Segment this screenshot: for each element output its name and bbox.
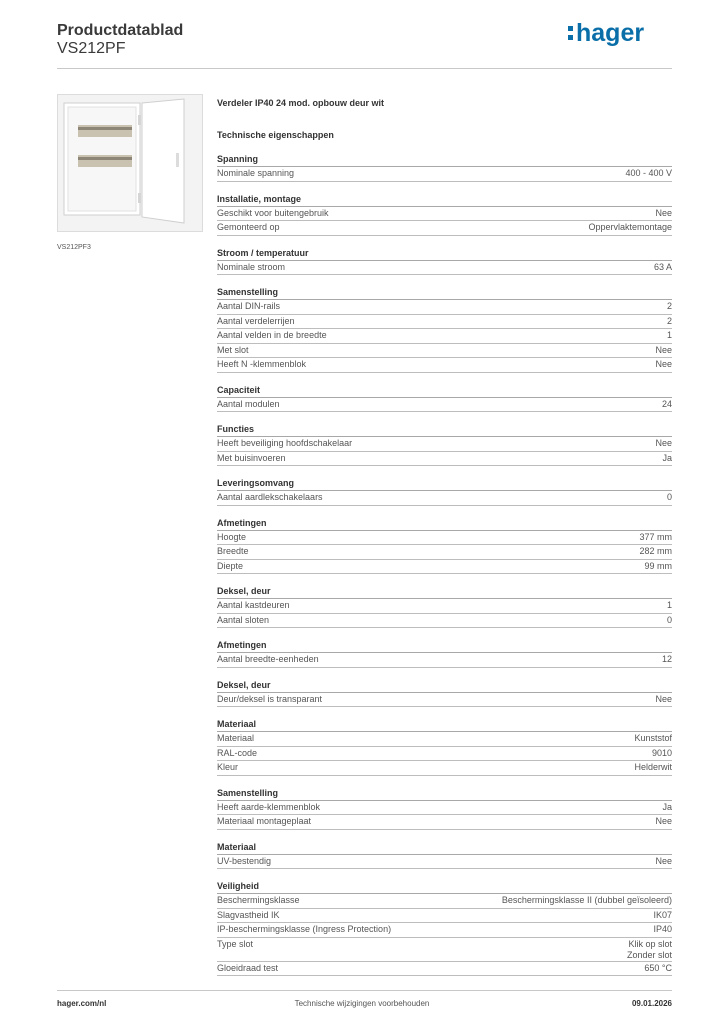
spec-value: Klik op slot Zonder slot	[626, 938, 672, 960]
spec-label: Geschikt voor buitengebruik	[217, 207, 329, 218]
spec-label: Materiaal	[217, 733, 255, 743]
spec-label: Hoogte	[217, 531, 247, 542]
spec-row	[217, 560, 672, 575]
spec-row	[217, 545, 672, 560]
spec-value: 650 °C	[644, 962, 672, 973]
section-title: Materiaal	[217, 718, 672, 732]
spec-section	[217, 286, 672, 373]
spec-section	[217, 841, 672, 870]
footer-website: hager.com/nl	[57, 999, 107, 1008]
spec-row	[217, 962, 672, 977]
spec-sections	[217, 153, 672, 976]
spec-value: Ja	[662, 452, 672, 463]
spec-row	[217, 221, 672, 236]
footer-note: Technische wijzigingen voorbehouden	[294, 999, 430, 1008]
spec-row	[217, 531, 672, 546]
spec-section	[217, 384, 672, 413]
spec-label: IP-beschermingsklasse (Ingress Protection)	[217, 924, 392, 934]
footer-divider	[57, 990, 672, 991]
spec-row	[217, 167, 672, 182]
section-title: Materiaal	[217, 841, 672, 855]
spec-row	[217, 909, 672, 924]
spec-row	[217, 207, 672, 222]
spec-label: Materiaal montageplaat	[217, 816, 312, 826]
section-title: Capaciteit	[217, 384, 672, 398]
spec-row	[217, 452, 672, 467]
spec-section	[217, 517, 672, 575]
spec-label: Aantal velden in de breedte	[217, 330, 327, 340]
spec-value: Nee	[655, 816, 672, 826]
spec-value: 282 mm	[639, 546, 672, 556]
spec-label: Met slot	[217, 344, 249, 355]
spec-label: Heeft aarde-klemmenblok	[217, 801, 321, 812]
spec-section	[217, 639, 672, 668]
spec-value: Nee	[655, 855, 672, 866]
spec-label: Nominale spanning	[217, 168, 295, 178]
header-divider	[57, 68, 672, 69]
spec-row	[217, 315, 672, 330]
product-code: VS212PF	[57, 40, 126, 57]
spec-label: Heeft beveiliging hoofdschakelaar	[217, 438, 353, 448]
spec-value: 377 mm	[639, 531, 672, 542]
section-title: Deksel, deur	[217, 585, 672, 599]
distribution-box-image	[57, 94, 203, 232]
spec-row	[217, 300, 672, 315]
spec-label: Beschermingsklasse	[217, 895, 300, 905]
spec-label: Type slot	[217, 938, 254, 949]
section-title: Afmetingen	[217, 639, 672, 653]
spec-label: Diepte	[217, 560, 244, 571]
spec-label: Gloeidraad test	[217, 962, 279, 973]
spec-row	[217, 344, 672, 359]
section-title: Samenstelling	[217, 286, 672, 300]
section-title: Stroom / temperatuur	[217, 247, 672, 261]
spec-section	[217, 787, 672, 830]
spec-row	[217, 815, 672, 830]
spec-section	[217, 153, 672, 182]
spec-value: Nee	[655, 207, 672, 218]
section-title: Functies	[217, 423, 672, 437]
spec-value: 2	[666, 315, 672, 326]
spec-value: 99 mm	[644, 560, 672, 571]
spec-row	[217, 747, 672, 762]
section-title: Veiligheid	[217, 880, 672, 894]
spec-value: Kunststof	[634, 733, 672, 743]
spec-value: Nee	[655, 344, 672, 355]
spec-label: Slagvastheid IK	[217, 909, 280, 920]
spec-row	[217, 358, 672, 373]
spec-value: 24	[661, 398, 672, 409]
spec-value: IK07	[653, 909, 672, 920]
spec-label: RAL-code	[217, 747, 258, 758]
spec-value: Nee	[655, 438, 672, 448]
spec-value: IP40	[653, 924, 672, 934]
spec-value: Oppervlaktemontage	[588, 222, 672, 232]
spec-value: 63 A	[653, 261, 672, 272]
spec-section	[217, 247, 672, 276]
spec-row	[217, 761, 672, 776]
spec-label: Aantal sloten	[217, 614, 270, 625]
spec-label: Met buisinvoeren	[217, 452, 286, 463]
logo-dot-top	[568, 26, 573, 31]
spec-label: UV-bestendig	[217, 855, 272, 866]
spec-row	[217, 923, 672, 938]
spec-label: Aantal kastdeuren	[217, 600, 290, 610]
spec-value: 1	[666, 600, 672, 610]
spec-label: Gemonteerd op	[217, 222, 280, 232]
spec-row	[217, 491, 672, 506]
section-title: Deksel, deur	[217, 679, 672, 693]
section-title: Installatie, montage	[217, 193, 672, 207]
spec-row	[217, 599, 672, 614]
spec-row	[217, 614, 672, 629]
logo-text: hager	[576, 19, 645, 47]
spec-section	[217, 193, 672, 236]
spec-value: Beschermingsklasse II (dubbel geïsoleerd)	[501, 895, 672, 905]
spec-section	[217, 880, 672, 976]
section-title: Samenstelling	[217, 787, 672, 801]
section-title: Spanning	[217, 153, 672, 167]
spec-section	[217, 477, 672, 506]
spec-value: 12	[661, 654, 672, 664]
spec-section	[217, 585, 672, 628]
spec-value: 9010	[651, 747, 672, 758]
spec-row	[217, 653, 672, 668]
spec-value: Helderwit	[634, 762, 672, 772]
spec-label: Breedte	[217, 546, 249, 556]
spec-label: Aantal modulen	[217, 398, 280, 409]
spec-label: Aantal DIN-rails	[217, 301, 281, 311]
spec-row	[217, 801, 672, 816]
spec-row	[217, 437, 672, 452]
logo-dot-bottom	[568, 35, 573, 40]
spec-value: 1	[666, 330, 672, 340]
spec-row	[217, 398, 672, 413]
page-title: Productdatablad	[57, 22, 184, 39]
footer-date: 09.01.2026	[631, 999, 672, 1008]
spec-value: Nee	[655, 359, 672, 369]
spec-label: Aantal aardlekschakelaars	[217, 492, 323, 502]
spec-row	[217, 732, 672, 747]
spec-section	[217, 679, 672, 708]
spec-label: Kleur	[217, 762, 239, 772]
tech-properties-title: Technische eigenschappen	[217, 130, 334, 140]
spec-content	[217, 96, 672, 976]
spec-row	[217, 261, 672, 276]
spec-label: Heeft N -klemmenblok	[217, 359, 307, 369]
section-title: Leveringsomvang	[217, 477, 672, 491]
spec-label: Nominale stroom	[217, 261, 286, 272]
hager-logo	[567, 14, 659, 50]
spec-value: Nee	[655, 693, 672, 704]
image-caption: VS212PF3	[57, 244, 91, 251]
section-title: Afmetingen	[217, 517, 672, 531]
spec-section	[217, 423, 672, 466]
spec-label: Aantal verdelerrijen	[217, 315, 295, 326]
spec-value: 0	[666, 492, 672, 502]
spec-row	[217, 693, 672, 708]
spec-row	[217, 855, 672, 870]
spec-row	[217, 329, 672, 344]
spec-row	[217, 938, 672, 962]
spec-value: Ja	[662, 801, 672, 812]
product-description: Verdeler IP40 24 mod. opbouw deur wit	[217, 98, 385, 108]
spec-row	[217, 894, 672, 909]
spec-value: 2	[666, 301, 672, 311]
spec-value: 0	[666, 614, 672, 625]
spec-section	[217, 718, 672, 776]
spec-label: Aantal breedte-eenheden	[217, 654, 319, 664]
spec-value: 400 - 400 V	[625, 168, 672, 178]
spec-label: Deur/deksel is transparant	[217, 693, 323, 704]
